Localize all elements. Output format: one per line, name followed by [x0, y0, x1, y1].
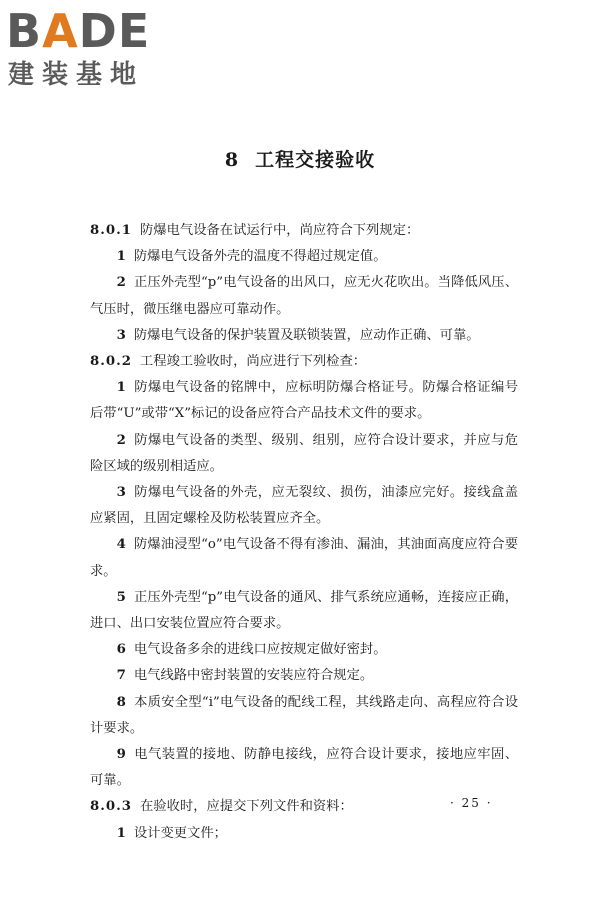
- list-item: [90, 244, 518, 270]
- logo-letter-e: E: [117, 4, 151, 58]
- list-item: [90, 663, 518, 689]
- item-number: 6: [116, 642, 126, 658]
- clause-number: 8.0.1: [90, 223, 133, 238]
- list-item: [90, 742, 518, 794]
- clause-paragraph: [90, 349, 518, 375]
- item-number: 4: [116, 537, 126, 553]
- item-text: 防爆电气设备的保护装置及联锁装置，应动作正确、可靠。: [133, 327, 480, 343]
- item-number: 1: [116, 380, 126, 396]
- item-text: 防爆油浸型“o”电气设备不得有渗油、漏油，其油面高度应符合要求。: [90, 537, 518, 579]
- item-text: 防爆电气设备的铭牌中，应标明防爆合格证号。防爆合格证编号后带“U”或带“X”标记的设备应符合产品技术文件的要求。: [90, 380, 518, 422]
- list-item: [90, 821, 518, 847]
- item-number: 8: [116, 694, 126, 710]
- item-text: 电气线路中密封装置的安装应符合规定。: [133, 668, 374, 684]
- page-number: · 25 ·: [450, 796, 493, 810]
- item-number: 2: [116, 432, 126, 448]
- item-text: 电气装置的接地、防静电接线，应符合设计要求，接地应牢固、可靠。: [90, 747, 518, 789]
- item-number: 1: [116, 825, 126, 841]
- clause-text: 防爆电气设备在试运行中，尚应符合下列规定：: [140, 223, 420, 238]
- logo-wordmark: [6, 4, 150, 58]
- item-text: 电气设备多余的进线口应按规定做好密封。: [133, 642, 387, 658]
- list-item: [90, 375, 518, 427]
- item-number: 9: [116, 747, 126, 763]
- logo-letter-a: A: [42, 4, 79, 58]
- item-number: 5: [116, 589, 126, 605]
- item-text: 防爆电气设备的类型、级别、组别，应符合设计要求，并应与危险区域的级别相适应。: [90, 432, 518, 474]
- list-item: [90, 480, 518, 532]
- clause-text: 在验收时，应提交下列文件和资料：: [140, 799, 353, 815]
- logo-letter-b: B: [6, 4, 43, 58]
- item-number: 3: [116, 485, 126, 501]
- item-number: 7: [116, 668, 126, 684]
- item-text: 正压外壳型“p”电气设备的通风、排气系统应通畅，连接应正确，进口、出口安装位置应符合要求。: [90, 589, 518, 632]
- list-item: [90, 637, 518, 663]
- clause-paragraph: [90, 218, 518, 244]
- document-body: [90, 218, 518, 847]
- item-number: 3: [116, 327, 126, 343]
- item-text: 设计变更文件；: [133, 825, 227, 841]
- list-item: [90, 690, 518, 742]
- bade-logo: [6, 4, 176, 92]
- item-text: 防爆电气设备的外壳，应无裂纹、损伤，油漆应完好。接线盒盖应紧固，且固定螺栓及防松装置应齐全。: [90, 485, 518, 527]
- list-item: [90, 323, 518, 349]
- item-number: 2: [116, 275, 126, 291]
- logo-subtitle: 建装基地: [8, 60, 145, 90]
- clause-text: 工程竣工验收时，尚应进行下列检查：: [140, 354, 367, 370]
- item-text: 本质安全型“i”电气设备的配线工程，其线路走向、高程应符合设计要求。: [90, 694, 518, 736]
- chapter-title: 工程交接验收: [255, 149, 376, 171]
- chapter-heading: [0, 145, 600, 172]
- logo-letter-d: D: [78, 4, 118, 58]
- item-text: 正压外壳型“p”电气设备的出风口，应无火花吹出。当降低风压、气压时，微压继电器应可靠动作。: [90, 275, 518, 317]
- item-number: 1: [116, 249, 126, 265]
- list-item: [90, 532, 518, 584]
- list-item: [90, 428, 518, 480]
- list-item: [90, 270, 518, 322]
- chapter-number: 8: [224, 149, 240, 171]
- clause-number: 8.0.2: [90, 354, 133, 370]
- clause-number: 8.0.3: [90, 799, 133, 815]
- list-item: [90, 585, 518, 637]
- item-text: 防爆电气设备外壳的温度不得超过规定值。: [133, 249, 387, 265]
